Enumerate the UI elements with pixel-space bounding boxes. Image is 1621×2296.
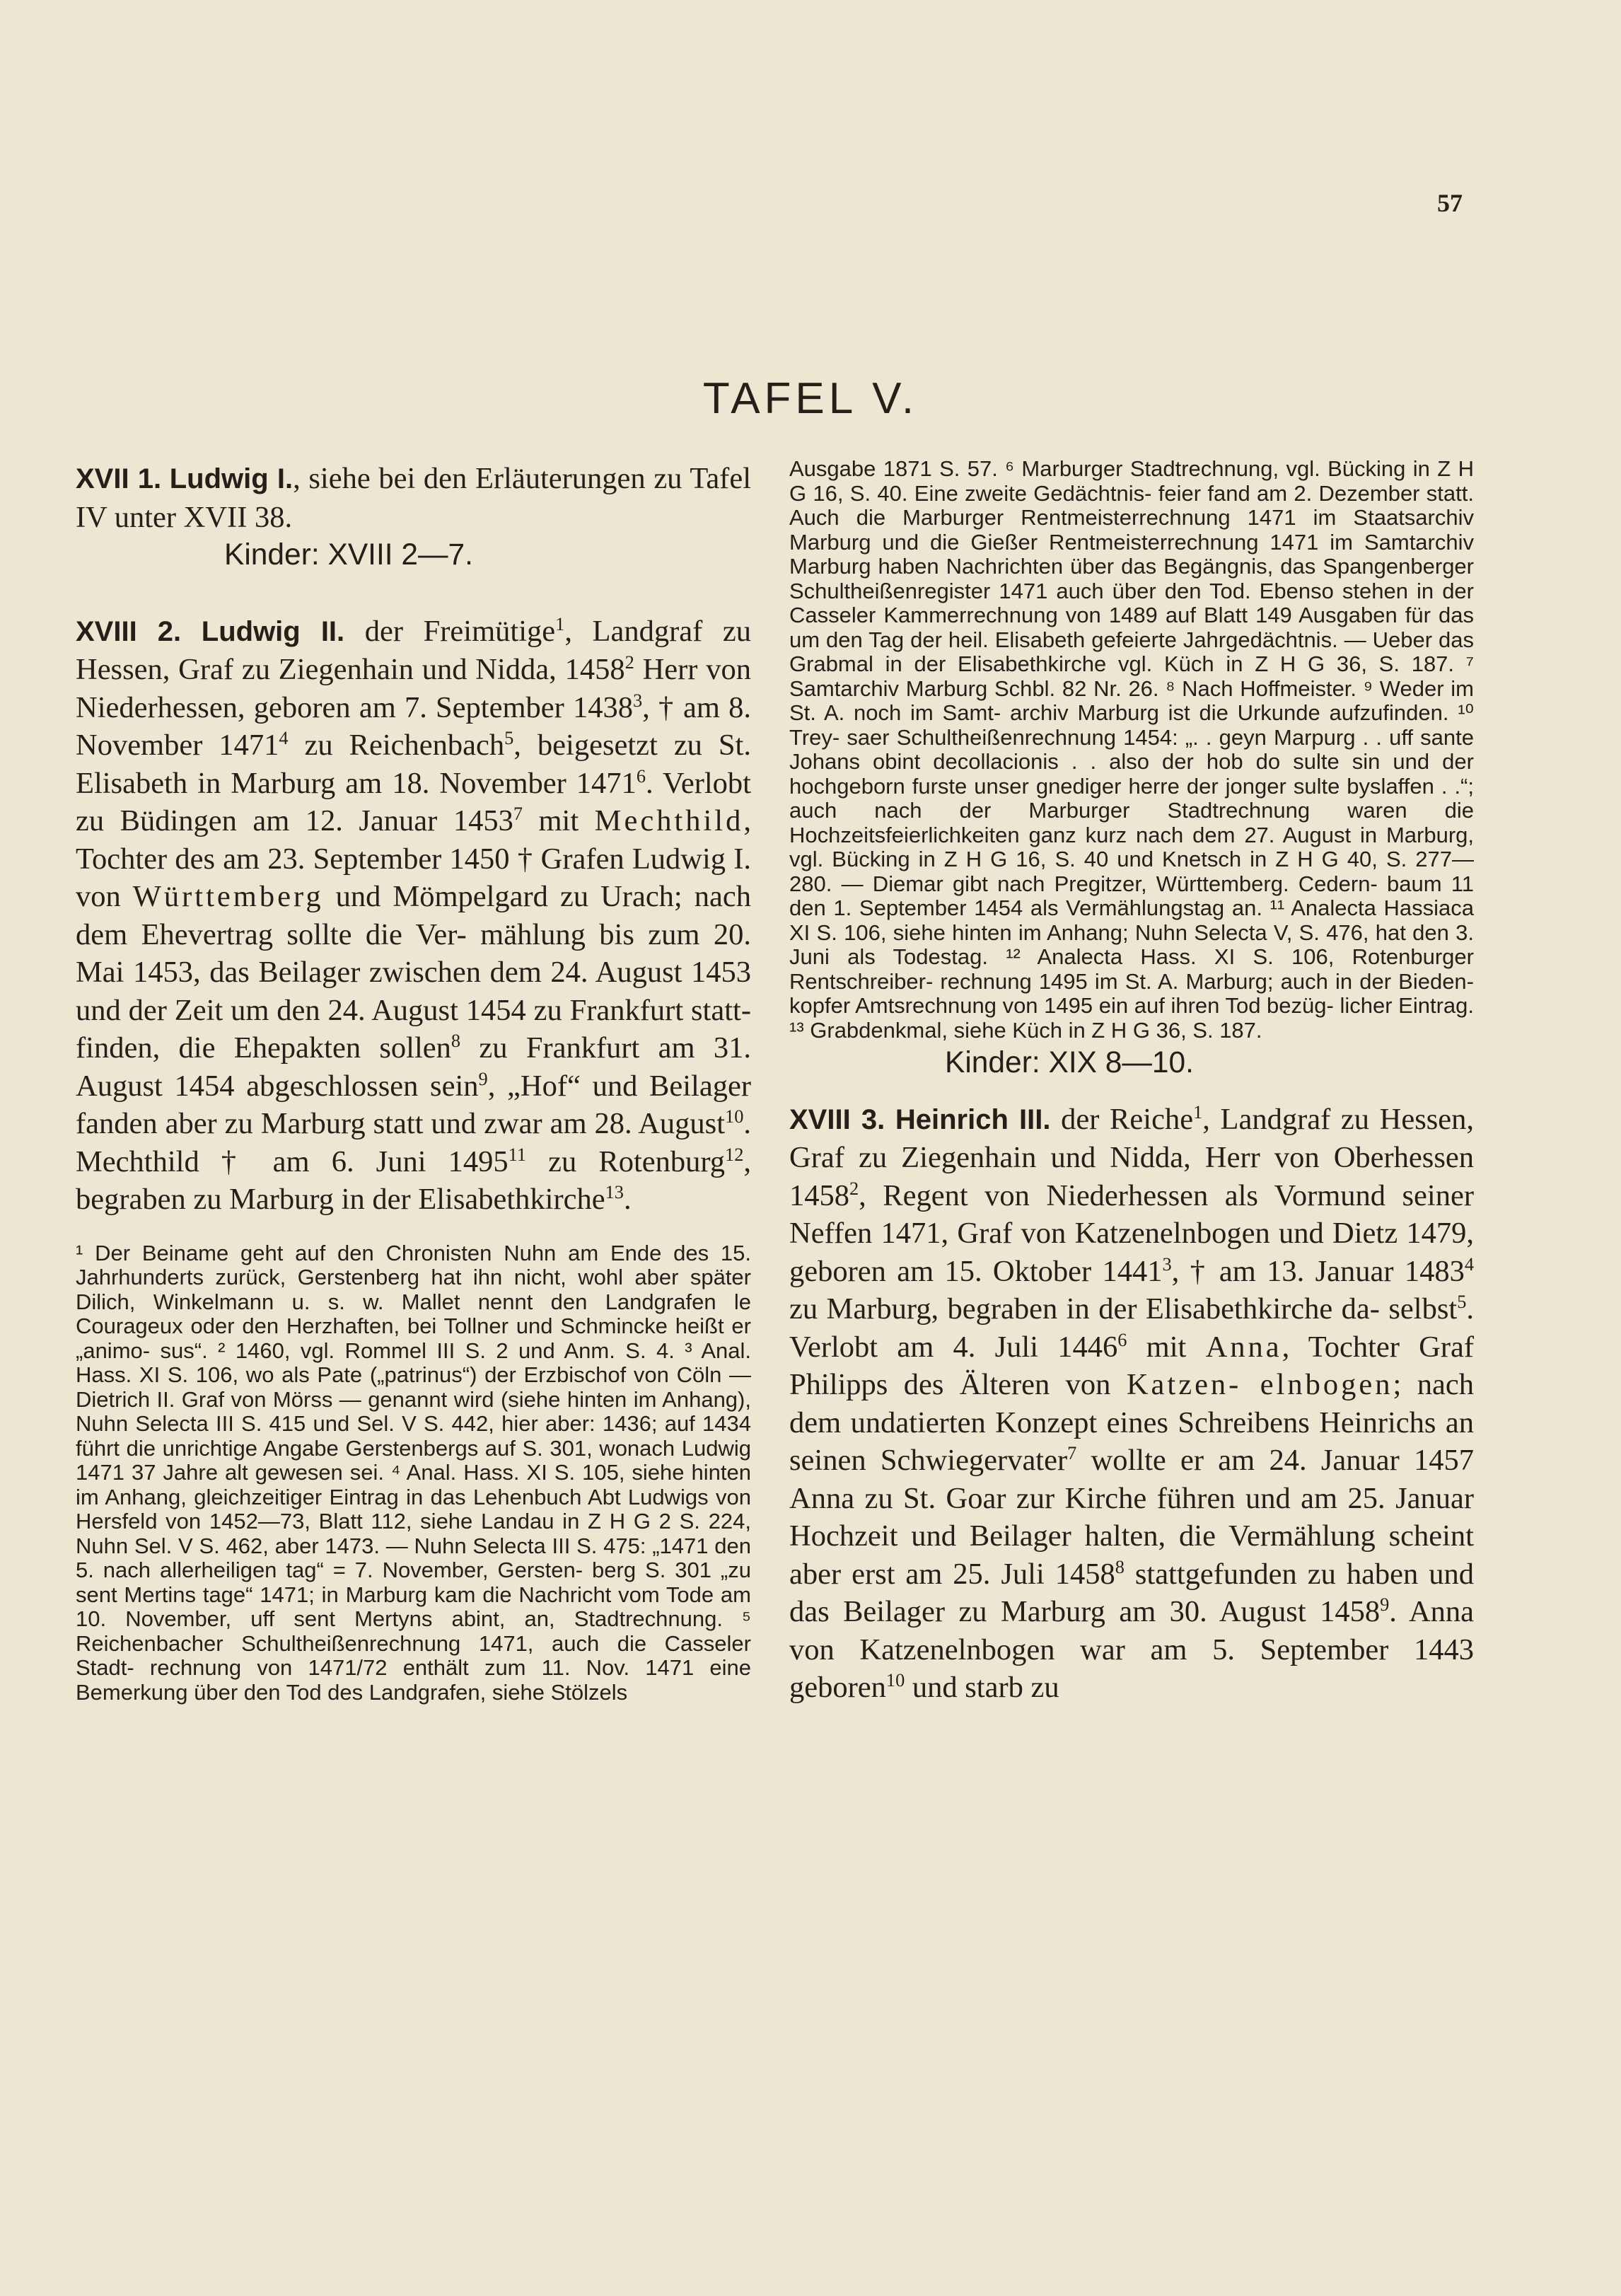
entry-text: . Mechthild † am 6. Juni 1495 <box>76 1107 751 1178</box>
entry-text: wollte er am 24. Januar 1457 Anna zu St. Goar zur Kirche führen und am 25. Januar Hochzeit und Beilager halten, die Vermählung scheint aber erst am 25. Juli 1458 <box>789 1444 1474 1591</box>
spouse-name: Anna <box>1205 1330 1282 1364</box>
footnote-ref: 3 <box>1162 1253 1172 1275</box>
footnote-ref: 10 <box>885 1669 905 1691</box>
footnote-ref: 12 <box>725 1144 744 1165</box>
entry-text: , „Hof“ und Beilager fanden aber zu Marburg statt und zwar am 28. August <box>76 1069 751 1140</box>
entry-xviii-3 <box>789 1101 1474 1707</box>
page-number: 57 <box>1437 189 1463 217</box>
entry-text: zu Reichenbach <box>288 729 505 762</box>
entry-text: , † am 13. Januar 1483 <box>1171 1254 1465 1288</box>
person-name: Ludwig I. <box>169 463 294 494</box>
entry-text: , † am 8. November 1471 <box>76 690 752 762</box>
entry-text: . Anna von Katzenelnbogen war am 5. September 1443 geboren <box>789 1595 1475 1704</box>
entry-text: , Regent von Niederhessen als Vormund seiner Neffen 1471, Graf von Katzenelnbogen und Dietz 1479, geboren am 15. Oktober 1441 <box>789 1178 1474 1288</box>
footnote-ref: 5 <box>1457 1291 1467 1312</box>
spouse-name: Mechthild <box>594 804 744 837</box>
children-reference: Kinder: XVIII 2—7. <box>224 538 473 572</box>
footnote-ref: 3 <box>632 690 643 711</box>
footnote-ref: 4 <box>279 727 289 748</box>
entry-text: , Landgraf zu Hessen, Graf zu Ziegenhain und Nidda, 1458 <box>76 614 752 686</box>
footnote-ref: 10 <box>725 1106 744 1127</box>
footnote-ref: 13 <box>605 1181 624 1202</box>
entry-number: XVIII 2. <box>76 615 182 647</box>
entry-text: mit <box>523 804 595 837</box>
right-column <box>789 457 1474 1707</box>
footnote-ref: 8 <box>451 1030 461 1051</box>
entry-text: , beigesetzt zu St. Elisabeth in Marburg am 18. November 1471 <box>76 729 751 800</box>
person-name: Heinrich III. <box>895 1103 1051 1135</box>
page-title: TAFEL V. <box>702 374 919 423</box>
entry-text: und Mömpelgard zu Urach; nach dem Ehevertrag sollte die Ver- mählung bis zum 20. Mai 1453, das Beilager zwischen dem 24. August 1453 und der Zeit um den 24. August 1454 zu Frankfurt statt- finden, die Ehepakten sollen <box>76 880 751 1065</box>
entry-text: , Tochter Graf Philipps des Älteren von <box>789 1330 1474 1401</box>
children-reference: Kinder: XIX 8—10. <box>945 1046 1194 1079</box>
footnotes-left: ¹ Der Beiname geht auf den Chronisten Nuhn am Ende des 15. Jahrhunderts zurück, Gerstenberg hat ihn nicht, wohl aber später Dilich, Winkelmann u. s. w. Mallet nennt den Landgrafen le Courageux oder den Herzhaften, bei Tollner und Schmincke heißt er „animo- sus“. ² 1460, vgl. Rommel III S. 2 und Anm. S. 4. ³ Anal. Hass. XI S. 106, wo als Pate („patrinus“) der Erzbischof von Cöln — Dietrich II. Graf von Mörss — genannt wird (siehe hinten im Anhang), Nuhn Selecta III S. 415 und Sel. V S. 442, hier aber: 1436; auf 1434 führt die unrichtige Angabe Gerstenbergs auf S. 301, wonach Ludwig 1471 37 Jahre alt gewesen sei. ⁴ Anal. Hass. XI S. 105, siehe hinten im Anhang, gleichzeitiger Eintrag in das Lehenbuch Abt Ludwigs von Hersfeld von 1452—73, Blatt 112, siehe Landau in Z H G 2 S. 224, Nuhn Sel. V S. 462, aber 1473. — Nuhn Selecta III S. 475: „1471 den 5. nach allerheiligen tag“ = 7. November, Gersten- berg S. 301 „zu sent Mertins tage“ 1471; in Marburg kam die Nachricht vom Tode am 10. November, uff sent Mertyns abint, an, Stadtrechnung. ⁵ Reichenbacher Schultheißenrechnung 1471, auch die Casseler Stadt- rechnung von 1471/72 enthält zum 11. Nov. 1471 eine Bemerkung über den Tod des Landgrafen, siehe Stölzels <box>76 1240 751 1705</box>
entry-text: zu Rotenburg <box>526 1144 726 1178</box>
entry-number: XVII 1. <box>76 463 162 494</box>
entry-text: zu Frankfurt am 31. August 1454 abgeschlossen sein <box>76 1031 751 1103</box>
entry-text: mit <box>1127 1330 1206 1364</box>
footnote-ref: 1 <box>555 613 565 634</box>
entry-xvii-1 <box>76 460 751 536</box>
entry-text: der Freimütige <box>344 614 556 648</box>
footnote-ref: 9 <box>1380 1594 1390 1615</box>
entry-text: und starb zu <box>905 1671 1059 1704</box>
footnote-ref: 9 <box>478 1068 488 1089</box>
footnote-ref: 6 <box>1117 1329 1127 1350</box>
entry-text: zu Marburg, begraben in der Elisabethkirche da- selbst <box>789 1292 1458 1326</box>
entry-text: . Verlobt am 4. Juli 1446 <box>789 1292 1474 1364</box>
entry-text: Herr von Niederhessen, geboren am 7. September 1438 <box>76 653 751 724</box>
entry-text: , Tochter des am 23. September 1450 † Grafen Ludwig I. von <box>76 804 751 913</box>
entry-text: . <box>623 1183 632 1216</box>
footnote-ref: 7 <box>1067 1442 1077 1463</box>
footnote-ref: 5 <box>504 727 514 748</box>
footnote-ref: 6 <box>636 765 646 787</box>
entry-xviii-2 <box>76 613 751 1219</box>
footnote-ref: 1 <box>1193 1101 1203 1123</box>
footnote-ref: 4 <box>1464 1253 1474 1275</box>
footnotes-right: Ausgabe 1871 S. 57. ⁶ Marburger Stadtrechnung, vgl. Bücking in Z H G 16, S. 40. Eine zweite Gedächtnis- feier fand am 2. Dezember statt. Auch die Marburger Rentmeisterrechnung 1471 im Staatsarchiv Marburg und die Gießer Rentmeisterrechnung 1471 im Samtarchiv Marburg haben Nachrichten über das Begängnis, das Spangenberger Schultheißenregister 1471 auch über den Tod. Ebenso stehen in der Casseler Kammerrechnung von 1489 auf Blatt 149 Ausgaben für das um den Tag der heil. Elisabeth gefeierte Jahrgedächtnis. — Ueber das Grabmal in der Elisabethkirche vgl. Küch in Z H G 36, S. 187. ⁷ Samtarchiv Marburg Schbl. 82 Nr. 26. ⁸ Nach Hoffmeister. ⁹ Weder im St. A. noch im Samt- archiv Marburg ist die Urkunde aufzufinden. ¹⁰ Trey- saer Schultheißenrechnung 1454: „. . geyn Marpurg . . uff sante Johans obint decollacionis . . also der hob do sulte sin und der hochgeborn furste unser gnediger herre der jonger sulte byslaffen . .“; auch nach der Marburger Stadtrechnung waren die Hochzeitsfeierlichkeiten ganz kurz nach dem 27. August in Marburg, vgl. Bücking in Z H G 16, S. 40 und Knetsch in Z H G 40, S. 277—280. — Diemar gibt nach Pregitzer, Württemberg. Cedern- baum 11 den 1. September 1454 als Vermählungstag an. ¹¹ Analecta Hassiaca XI S. 106, siehe hinten im Anhang; Nuhn Selecta V, S. 476, hat den 3. Juni als Todestag. ¹² Analecta Hass. XI S. 106, Rotenburger Rentschreiber- rechnung 1495 im St. A. Marburg; auch in der Bieden- kopfer Amtsrechnung von 1495 ein auf ihren Tod bezüg- licher Eintrag. ¹³ Grabdenkmal, siehe Küch in Z H G 36, S. 187. <box>789 456 1474 1043</box>
entry-number: XVIII 3. <box>789 1103 885 1135</box>
entry-text: der Reiche <box>1050 1102 1194 1136</box>
entry-text: , siehe bei den Erläuterungen zu Tafel IV unter XVII 38. <box>76 462 752 534</box>
place-name: Württemberg <box>132 880 324 913</box>
left-column <box>76 460 751 1705</box>
entry-text: ; nach dem undatierten Konzept eines Schreibens Heinrichs an seinen Schwiegervater <box>789 1368 1474 1477</box>
footnote-ref: 2 <box>849 1178 859 1199</box>
footnote-ref: 8 <box>1115 1556 1125 1577</box>
house-name: Katzen- elnbogen <box>1126 1368 1393 1401</box>
entry-text: . Verlobt zu Büdingen am 12. Januar 1453 <box>76 766 751 837</box>
entry-text: , begraben zu Marburg in der Elisabethkirche <box>76 1144 751 1216</box>
footnote-ref: 7 <box>513 803 523 824</box>
entry-text: , Landgraf zu Hessen, Graf zu Ziegenhain und Nidda, Herr von Oberhessen 1458 <box>789 1102 1475 1212</box>
person-name: Ludwig II. <box>201 615 345 647</box>
footnote-ref: 11 <box>508 1144 527 1165</box>
entry-text: stattgefunden zu haben und das Beilager zu Marburg am 30. August 1458 <box>789 1557 1474 1628</box>
footnote-ref: 2 <box>624 651 634 673</box>
